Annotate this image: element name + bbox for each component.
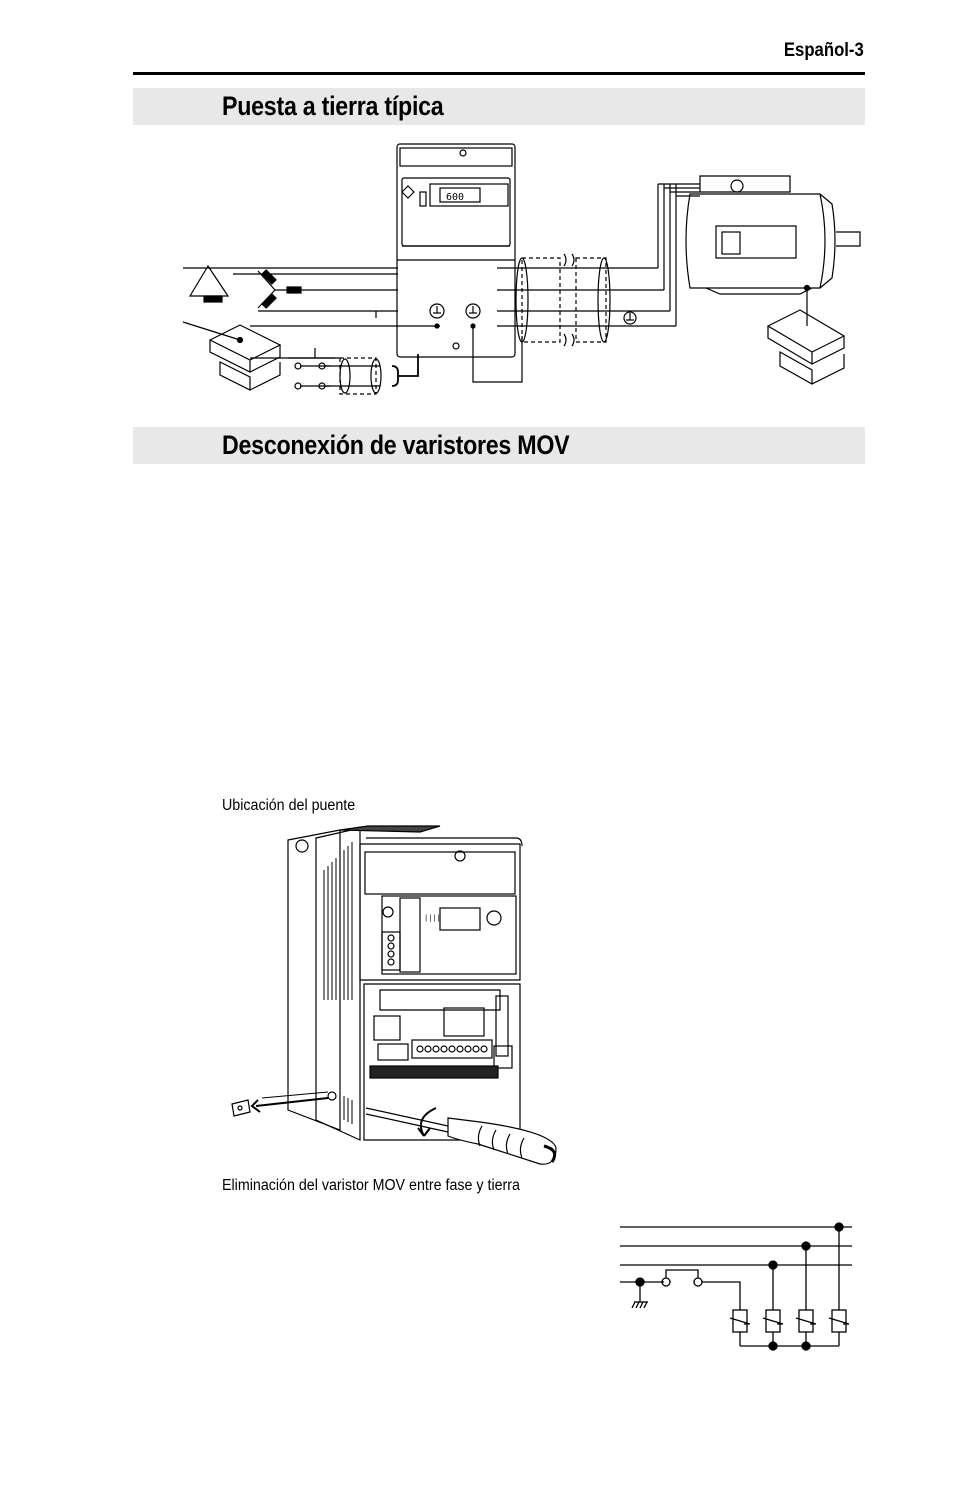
section-title: Puesta a tierra típica <box>222 91 444 121</box>
display-readout: 600 <box>446 192 465 203</box>
section-title: Desconexión de varistores MOV <box>222 430 570 460</box>
caption-jumper-location: Ubicación del puente <box>222 797 356 814</box>
page-number-label: Español-3 <box>784 40 864 61</box>
svg-text:||||: |||| <box>424 914 441 922</box>
varistor-symbols <box>730 1310 849 1332</box>
caption-mov-removal: Eliminación del varistor MOV entre fase y tierra <box>222 1177 520 1194</box>
